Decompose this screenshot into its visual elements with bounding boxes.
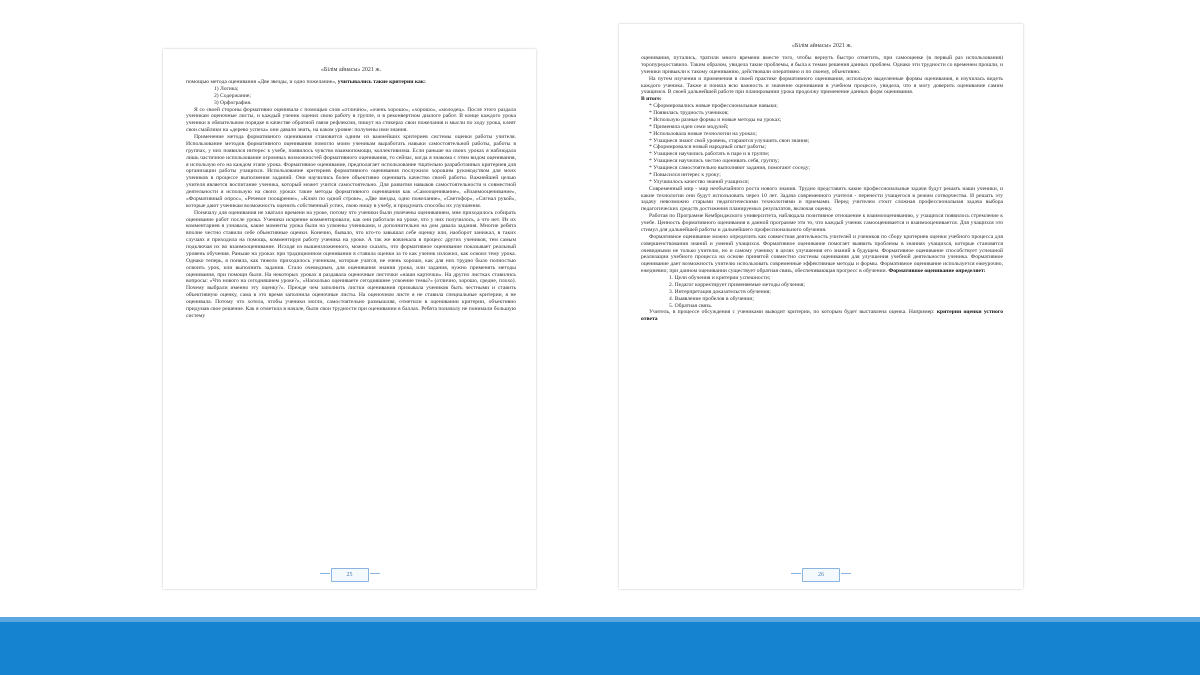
bullet-marker: *: [649, 123, 654, 130]
bullet-marker: *: [649, 110, 654, 116]
paragraph-text: Сформировались новые профессиональные навыки;: [653, 103, 778, 110]
paragraph-text: Учащиеся знают свой уровень, стараются улучшить свои знания;: [653, 137, 810, 144]
list-item: [641, 275, 1003, 282]
paragraph-text: Улучшилось качество знаний учащихся;: [653, 178, 750, 185]
footer-bar: [0, 622, 1200, 675]
paragraph-text: 3. Интерпретация доказательств обучения;: [669, 288, 771, 295]
paragraph-text: помощью метода оценивания «Две звезды, и одно пожелание»,: [186, 79, 338, 85]
paragraph-text: Современный мир - мир необычайного роста нового знания. Трудно представить какие профессиональные задачи будут решать наши ученики, и какие технологии они будут использовать через 10 лет. Задача современного учителя - перенести учащегося в режим сотворчества. И решать эту задачу невозможно старыми педагогическими технологиями и приемами. Перед учителем стоит сложная профессиональная задача выбора педагогических средств достижения планируемых результатов, включая оценку.: [641, 185, 1003, 213]
paragraph-text: Учащиеся самостоятельно выполняют задания, помогают соседу;: [653, 165, 810, 171]
paragraph-text: Применяла идеи семи модулей;: [653, 123, 729, 130]
paragraph-text: Сформировался новый народный опыт работы;: [653, 144, 767, 151]
paragraph-text: оценивания, путались, тратили много времени вместе того, чтобы вернуть быстро отметить, при самооценке (в первый раз использования) торопуредоставило. Таким образом, увидела такие проблемы, я была к темам решения данных проблем. Однако эти трудности со временем прошли, и ученики привыкли к такому оцениванию, действовали оперативно и по своему, объективно.: [641, 55, 1003, 75]
bullet-marker: *: [649, 151, 654, 158]
page-number: 26: [802, 568, 840, 582]
page-number: 25: [331, 568, 369, 582]
paragraph-bold-tail: Формативное оценивание определяет:: [888, 268, 986, 275]
bullet-item: [641, 110, 1003, 117]
paragraph-text: Повысился интерес к уроку;: [653, 171, 721, 178]
paragraph: [641, 234, 1003, 275]
paragraph: [641, 186, 1003, 214]
list-item: [641, 289, 1003, 296]
paragraph: [641, 76, 1003, 97]
paragraph-text: Учащиеся научились честно оценивать себя, группу;: [653, 158, 780, 165]
paragraph-text: Работая по Программе Кембриджского университета, наблюдала позитивное отношение к взаимооцениванию, у учащихся появилось стремление к учебе. Ценность формативного оценивания в данной программе эти то, что каждый ученик самооценивается и взаимооценивается. Для учащихся это стимул для дальнейшей работы и дальнейшего профессионального обучения.: [641, 213, 1003, 233]
list-item: [186, 93, 516, 100]
paragraph-bold-tail: критерии оценки устного ответа: [641, 309, 1004, 323]
paragraph-text: Появилась трудность учеников;: [653, 110, 729, 116]
paragraph-text: Учитель, в процессе обсуждения с учениками выводит критерии, по которым будет выставлена оценка. Например:: [649, 309, 937, 316]
paragraph-text: Учащиеся научились работать в паре и в группе;: [653, 151, 770, 158]
document-page-left: [163, 49, 536, 589]
bullet-marker: *: [649, 137, 654, 144]
paragraph-text: Использовала новые технологии на уроках;: [653, 130, 757, 137]
bullet-marker: *: [649, 130, 654, 137]
paragraph-text: Использую разные формы и новые методы на уроках;: [653, 116, 782, 123]
paragraph-text: 4. Выявление пробелов в обучении;: [669, 295, 754, 302]
paragraph: [186, 107, 516, 135]
bullet-marker: *: [649, 158, 654, 165]
paragraph-text: 2) Содержание;: [214, 92, 251, 99]
paragraph-text: Я со своей стороны формативно оценивала с помощью слов «отлично», «очень хорошо», «хорошо», «молодец». После этого раздала ученикам оценочные листы, и каждый ученик оценил свою работу в группе, и в реконвертном диалоге работ. В конце каждого урока ученики в обязательном порядке в качестве обратной связи рефлексии, пишут на стикерах свои пожелания и мысли по ходу урока, клеят свои смайлики на «дерево успеха» они давали знать, на каком уровне: получены ими знания.: [186, 106, 516, 134]
paragraph-text: 5. Обратная связь.: [669, 302, 713, 309]
bullet-marker: *: [649, 144, 654, 151]
paragraph-bold-tail: учитывались такие критерии как:: [337, 79, 426, 85]
list-item: [641, 282, 1003, 289]
paragraph-bold: В итоге:: [641, 96, 662, 103]
document-page-right: [619, 24, 1023, 589]
paragraph: [641, 55, 1003, 76]
paragraph-text: 1. Цели обучения и критерии успешности;: [669, 275, 771, 281]
bullet-item: [641, 158, 1003, 165]
paragraph-text: Поначалу для оценивания не хватало времени на уроке, потому что ученики были увлечены оцениванием, мне приходилось собирать оценивание работ после урока. Ученики искренне комментировали, как они работали на уроке, что у них получилось, а что нет. Из их комментариев я узнавала, какие моменты урока были на усвоены учениками, и дополнительно на дом давала задания. Многие ребята вполне честно ставили себе объективные оценки. Конечно, бывало, что кто-то завышал себе оценку или, наоборот занижал, в таких случаях я приходила на помощь, комментируя работу ученика на уроке. А так же вовлекала в процесс других учеников, тем самым подключая их во взаимооценивание. Исходя из вышеизложенного, можно сказать, что формативное оценивание показывает реальный уровень обучения. Раньше на уроках при традиционном оценивании я ставила оценки за то как ученик изложил, как освоил тему урока. Однако теперь, я поняла, как тяжело приходилось ученикам, которые учатся, не очень хорошо, как для них трудно было полностью освоить урок, или выполнить задания. Стало очевидным, для оценивания знания урока, или задания, нужно применять методы оценивания, при помощи были. На некоторых уроках я раздавала оценочные листочки «наши карточки». На других листках ставились вопросы: «Что нового на сегодняшнем уроке?», «Насколько оцениваете сегодняшнее усвоение темы?» (отлично, хорошо, средне, плохо). Почему выбрали именно эту оценку?». Прежде чем заполнить листки оценивания призывала учеников быть честными и ставить объективную оценку, сама в это время заполнила оценочные листы. На оценочном листе я не ставила специальные критерии, я не оценивала. Потому что хотела, чтобы ученики могли, самостоятельно размышляя, отметили в оценивании критерии, объективно придумав свое решение. Как я отметила в начале, были свои трудности при оценивании в баллах. Ребята поначалу не понимали большую систему: [186, 209, 516, 319]
paragraph-text: 3) Орфография.: [214, 99, 252, 106]
list-item: [186, 86, 516, 93]
bullet-marker: *: [649, 103, 654, 110]
paragraph: [186, 134, 516, 210]
paragraph-text: Формативное оценивание можно определить как совместная деятельность учителей и учеников по сбору критериев оценки учебного процесса для совершенствования знаний и умений учащихся. Формативное оценивание помогает выявить проблемы в знаниях учащихся, которые становятся очевидными не только учителю, но и самому ученику в целях улучшения его знаний в будущем. Формативное оценивание способствует успешной реализации учебного процесса на основе принятой совместно системы оценивания для улучшения учебной деятельности ученика. Формативное оценивание дает возможность учителю использовать современные эффективные методы и формы. Формативное оценивание используется ежеурочно, ежедневно; при данном оценивании существует обратная связь, обеспечивающая прогресс в обучении.: [641, 233, 1003, 275]
list-item: [641, 296, 1003, 303]
bullet-item: [641, 172, 1003, 179]
paragraph-text: На путем изучения и применения в своей практике формативного оценивания, использую выделенные формы оценивания, в изучилась видеть каждого ученика. Также я поняла всю важность и значение оценивания в учебном процессе, увидела, что я могу доверить оценивание самим учащимся. В своей дальнейшей работе при планировании урока продолжу применение данных форм оценивания.: [641, 75, 1003, 96]
bullet-item: [641, 124, 1003, 131]
paragraph: [186, 79, 516, 86]
page-body: [641, 55, 1003, 323]
paragraph-text: Применение метода формативного оценивания становится одним из важнейших критериев системы оценки работы учителя. Использование методов формативного оценивания помогло моим ученикам выработать навыки самостоятельной работы, работы в группах, у них появился интерес к учебе, появилось чувство взаимопомощи, коллективизма. Если раньше на своих уроках я наблюдала лишь частичное использование огромных возможностей формативного оценивания, то сейчас, когда я знакома с этим видом оценивания, я использую его на каждом этапе урока. Формативное оценивание, предполагает использование тщательно разработанных критериев для организации работы учащихся. Использование критериев формативного оценивания послужило хорошим руководством для моих учеников в процессе выполнения заданий. Они научились более объективно оценивать качество своей работы. Важнейшей целью учителя является воспитание ученика, который может учится самостоятельно. Для развития навыков самостоятельности и совместной деятельности я использую на своих уроках такие методы формативного оценивания как «Самооценивание», «Взаимооценивание», «Формативный опрос», «Речевое поощрение», «Ключ по одной строке», «Две звезды, одно пожелание», «Светофор», «Сигнал рукой», которые дают ученикам возможность оценить собственный успех, свою нишу в учебу, и придумать способы их улучшения.: [186, 134, 516, 209]
list-item: [186, 100, 516, 107]
bullet-item: [641, 117, 1003, 124]
bullet-marker: *: [649, 116, 654, 123]
paragraph: [641, 213, 1003, 234]
page-body: [186, 79, 516, 320]
paragraph: [186, 210, 516, 320]
bullet-marker: *: [649, 171, 654, 178]
bullet-item: [641, 131, 1003, 138]
bullet-item: [641, 103, 1003, 110]
bullet-marker: *: [649, 165, 654, 171]
paragraph: [641, 309, 1003, 323]
bullet-marker: *: [649, 178, 654, 185]
page-header: «Бiлiм айнасы» 2021 ж.: [791, 43, 853, 49]
bullet-item: [641, 179, 1003, 186]
paragraph-text: 2. Педагог корректирует применяемые методы обучения;: [669, 281, 805, 288]
paragraph-text: 1) Логика;: [214, 85, 239, 92]
bullet-item: [641, 165, 1003, 172]
page-header: «Бiлiм айнасы» 2021 ж.: [320, 67, 382, 73]
